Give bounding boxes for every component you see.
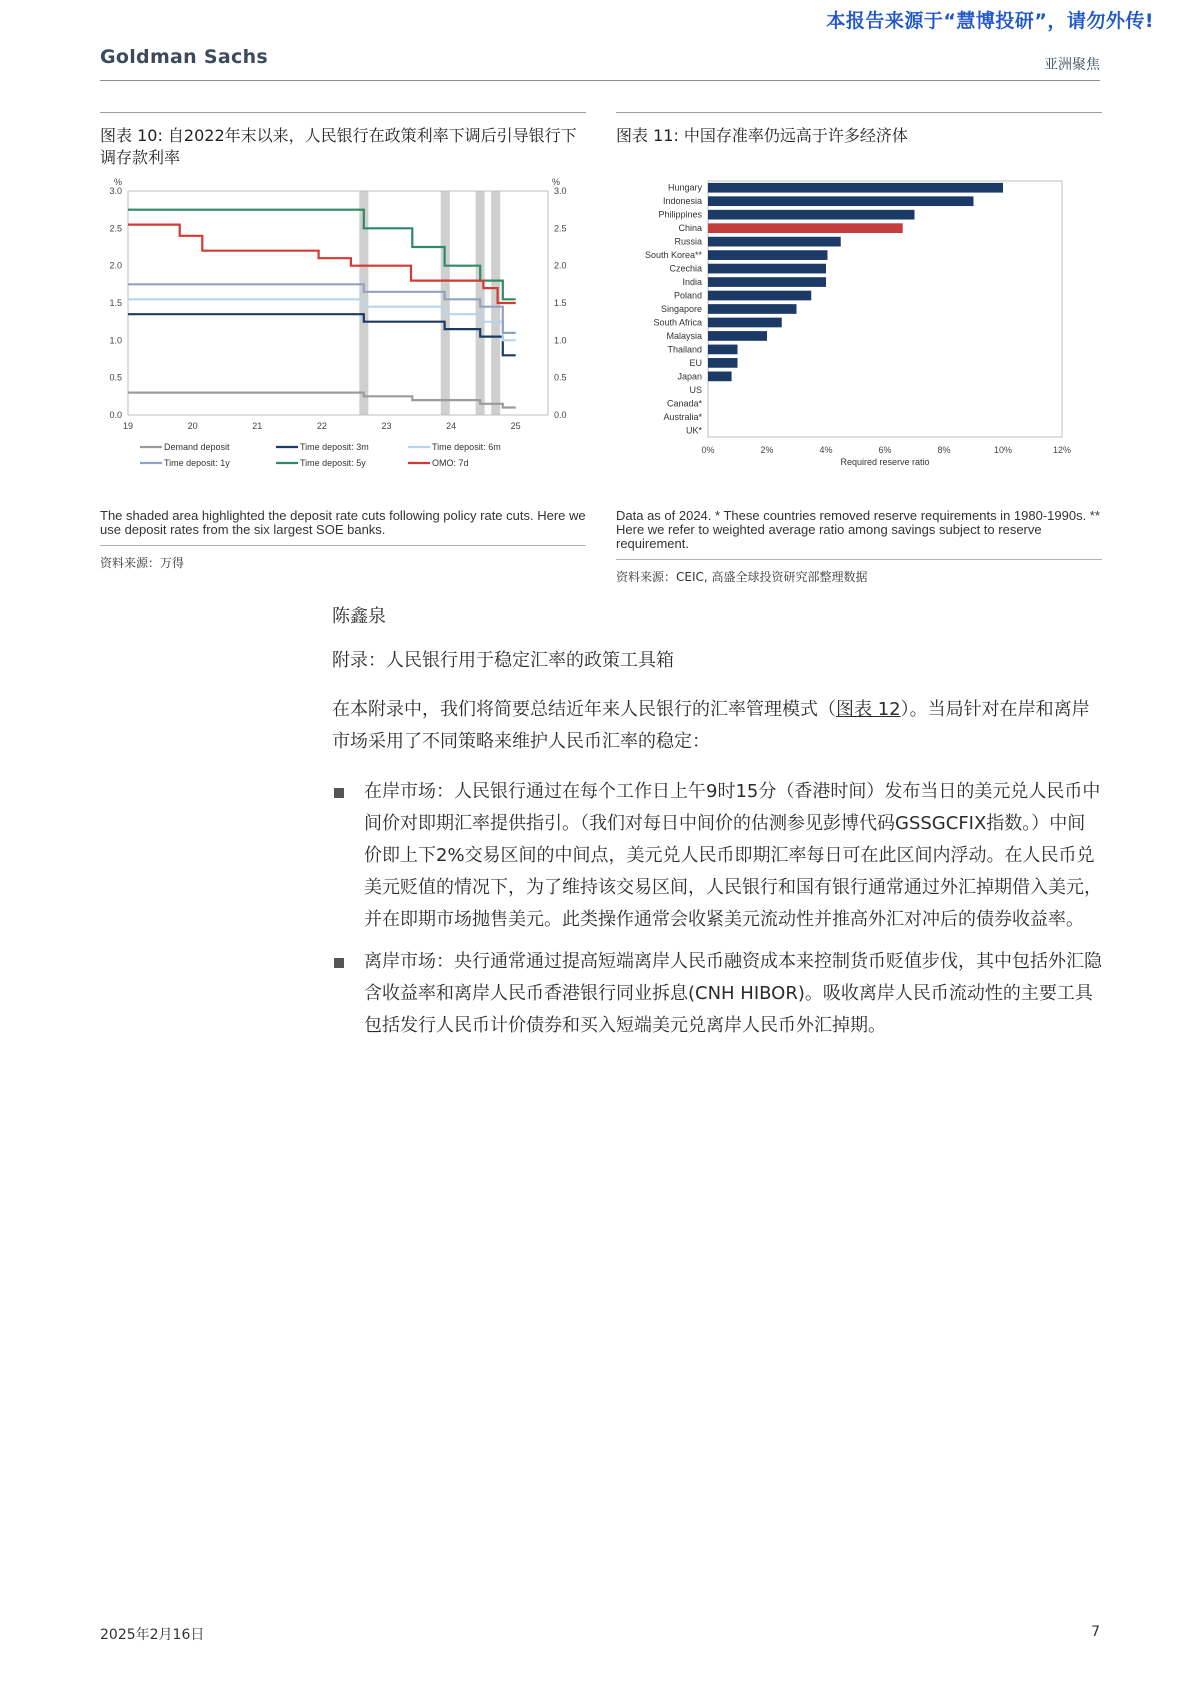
bar-3 xyxy=(708,223,903,233)
exhibit-11-title: 图表 11: 中国存准率仍远高于许多经济体 xyxy=(616,126,908,145)
exhibit-11-panel xyxy=(616,112,1102,585)
series-line-4 xyxy=(128,210,516,300)
bullet-text: 在岸市场：人民银行通过在每个工作日上午9时15分（香港时间）发布当日的美元兑人民币中间价对即期汇率提供指引。（我们对每日中间价的估测参见彭博代码GSSGCFIX指数。）中间价即上下2%交易区间的中间点，美元兑人民币即期汇率每日可在此区间内浮动。在人民币兑美元贬值的情况下，为了维持该交易区间，人民银行和国有银行通常通过外汇掉期借入美元，并在即期市场抛售美元。此类操作通常会收紧美元流动性并推高外汇对冲后的债券收益率。 xyxy=(364,781,1102,930)
shaded-period-1 xyxy=(441,191,450,415)
series-line-5 xyxy=(128,225,516,303)
reserve-ratio-chart xyxy=(616,175,1102,493)
y-tick-right-6: 3.0 xyxy=(554,186,567,196)
bar-10 xyxy=(708,318,782,328)
watermark-text: 本报告来源于“慧博投研”，请勿外传! xyxy=(826,10,1154,32)
x-tick-0: 19 xyxy=(122,421,134,431)
legend-label-0: Demand deposit xyxy=(164,442,230,452)
y-tick-left-1: 0.5 xyxy=(109,372,122,383)
appendix-title: 附录：人民银行用于稳定汇率的政策工具箱 xyxy=(332,650,674,671)
body-text xyxy=(332,602,1102,1052)
intro-text-before: 在本附录中，我们将简要总结近年来人民银行的汇率管理模式（ xyxy=(332,699,836,720)
bar-8 xyxy=(708,291,811,301)
bar-9 xyxy=(708,304,797,314)
legend-label-4: Time deposit: 5y xyxy=(300,458,366,468)
deposit-rate-chart xyxy=(100,175,586,493)
bullet-square-icon xyxy=(334,958,344,968)
x-tick-6: 12% xyxy=(1052,445,1072,455)
category-label-14: Japan xyxy=(677,371,702,382)
y-tick-right-0: 0.0 xyxy=(554,410,567,420)
bar-6 xyxy=(708,264,826,274)
author-name: 陈鑫泉 xyxy=(332,606,386,627)
y-tick-left-6: 3.0 xyxy=(109,186,122,196)
category-label-2: Philippines xyxy=(658,209,702,220)
y-tick-right-3: 1.5 xyxy=(554,298,567,308)
intro-paragraph xyxy=(332,694,1102,758)
bullet-text: 离岸市场：央行通常通过提高短端离岸人民币融资成本来控制货币贬值步伐，其中包括外汇隐含收益率和离岸人民币香港银行同业拆息(CNH HIBOR)。吸收离岸人民币流动性的主要工具包括发行人民币计价债券和买入短端美元兑离岸人民币外汇掉期。 xyxy=(364,951,1102,1036)
exhibit-11-source: 资料来源：CEIC, 高盛全球投资研究部整理数据 xyxy=(616,570,868,584)
y-tick-left-2: 1.0 xyxy=(109,335,122,346)
x-tick-4: 23 xyxy=(381,421,392,431)
y-tick-right-2: 1.0 xyxy=(554,335,567,346)
y-tick-right-5: 2.5 xyxy=(554,223,567,234)
category-label-18: UK* xyxy=(685,425,702,436)
plot-frame xyxy=(128,191,548,415)
category-label-13: EU xyxy=(689,357,702,368)
bar-11 xyxy=(708,331,767,341)
x-tick-2: 4% xyxy=(819,445,833,455)
x-tick-0: 0% xyxy=(701,445,715,455)
category-label-16: Canada* xyxy=(666,398,702,409)
category-label-17: Australia* xyxy=(663,411,702,422)
x-tick-4: 8% xyxy=(937,445,951,455)
bar-7 xyxy=(708,277,826,287)
panel-note-rule xyxy=(616,559,1102,560)
y-tick-left-0: 0.0 xyxy=(109,410,122,420)
bar-0 xyxy=(708,183,1003,193)
bullet-offshore xyxy=(332,946,1102,1042)
x-tick-5: 24 xyxy=(446,421,457,431)
category-label-3: China xyxy=(678,223,702,234)
legend-label-5: OMO: 7d xyxy=(432,458,469,468)
category-label-7: India xyxy=(682,277,702,288)
bar-4 xyxy=(708,237,841,247)
bar-14 xyxy=(708,372,732,382)
category-label-10: South Africa xyxy=(653,317,702,328)
x-axis-label: Required reserve ratio xyxy=(840,457,930,467)
legend-label-2: Time deposit: 6m xyxy=(432,442,501,452)
category-label-12: Thailand xyxy=(667,344,702,355)
exhibit-10-title: 图表 10: 自2022年末以来，人民银行在政策利率下调后引导银行下调存款利率 xyxy=(100,126,577,167)
y-axis-unit-right: % xyxy=(552,177,561,187)
category-label-1: Indonesia xyxy=(662,196,702,207)
bar-5 xyxy=(708,250,827,260)
panel-rule xyxy=(100,112,586,113)
series-line-1 xyxy=(128,314,516,355)
panel-rule xyxy=(616,112,1102,113)
category-label-0: Hungary xyxy=(667,182,702,193)
exhibit-11-note: Data as of 2024. * These countries removed reserve requirements in 1980-1990s. ** Here we refer to weighted average ratio among savings subject to reserve requirement. xyxy=(616,508,1100,551)
bar-13 xyxy=(708,358,738,368)
section-tag: 亚洲聚焦 xyxy=(1044,57,1100,73)
x-tick-1: 20 xyxy=(187,421,198,431)
legend-label-3: Time deposit: 1y xyxy=(164,458,230,468)
category-label-9: Singapore xyxy=(660,304,702,314)
exhibit-10-panel xyxy=(100,112,586,571)
exhibit-12-link[interactable]: 图表 12 xyxy=(836,699,901,720)
x-tick-3: 6% xyxy=(878,445,892,455)
exhibit-10-source: 资料来源：万得 xyxy=(100,556,185,570)
bar-12 xyxy=(708,345,738,355)
x-tick-2: 21 xyxy=(252,421,263,431)
brand-logo: Goldman Sachs xyxy=(100,46,269,68)
x-tick-5: 10% xyxy=(993,445,1013,455)
y-tick-left-5: 2.5 xyxy=(109,223,122,234)
y-axis-unit-left: % xyxy=(114,177,123,187)
x-tick-1: 2% xyxy=(760,445,774,455)
series-line-2 xyxy=(128,299,516,340)
header-rule xyxy=(100,80,1100,81)
y-tick-left-3: 1.5 xyxy=(109,298,122,308)
category-label-5: South Korea** xyxy=(644,250,702,261)
bullet-square-icon xyxy=(334,788,344,798)
series-line-0 xyxy=(128,393,516,408)
y-tick-right-1: 0.5 xyxy=(554,372,567,383)
legend-label-1: Time deposit: 3m xyxy=(300,442,369,452)
x-tick-3: 22 xyxy=(316,421,327,431)
page-number: 7 xyxy=(1091,1624,1100,1640)
category-label-6: Czechia xyxy=(669,263,702,274)
category-label-8: Poland xyxy=(673,290,702,301)
bar-2 xyxy=(708,210,915,220)
exhibit-10-note: The shaded area highlighted the deposit rate cuts following policy rate cuts. Here we use deposit rates from the six largest SOE banks. xyxy=(100,508,586,537)
category-label-15: US xyxy=(689,384,702,395)
y-tick-right-4: 2.0 xyxy=(554,260,567,271)
panel-note-rule xyxy=(100,545,586,546)
intro-text-after: ）。当局针对在岸和离岸市场采用了不同策略来维护人民币汇率的稳定： xyxy=(332,699,1090,752)
y-tick-left-4: 2.0 xyxy=(109,260,122,271)
category-label-4: Russia xyxy=(674,236,702,247)
footer-date: 2025年2月16日 xyxy=(100,1627,205,1643)
bar-1 xyxy=(708,196,974,206)
x-tick-6: 25 xyxy=(510,421,521,431)
series-line-3 xyxy=(128,284,516,333)
category-label-11: Malaysia xyxy=(666,330,702,341)
bullet-onshore xyxy=(332,776,1102,936)
